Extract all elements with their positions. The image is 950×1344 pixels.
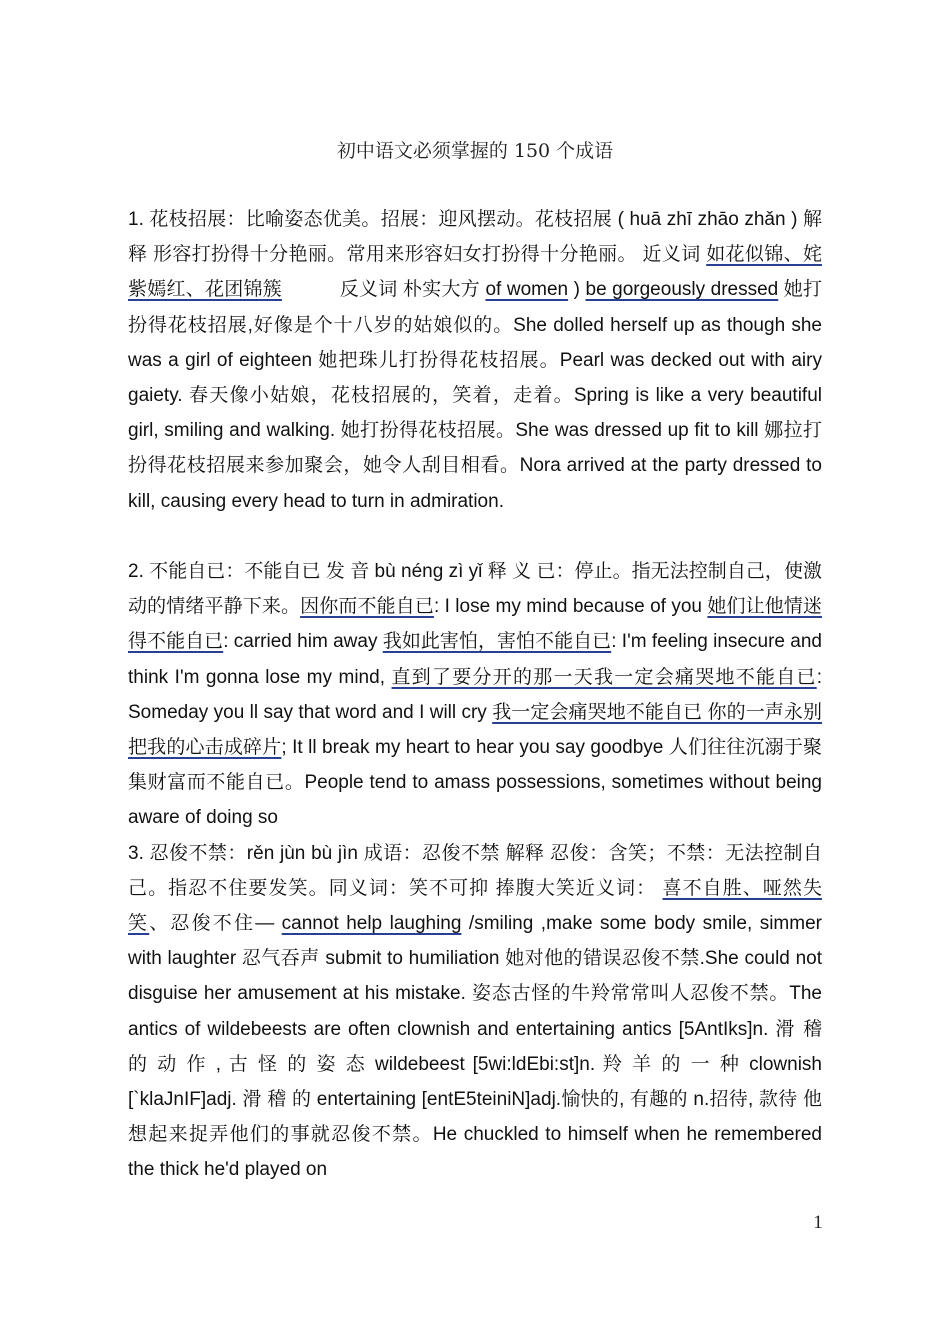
page-number: 1 [813, 1212, 823, 1233]
entry-text: 2. 不能自已：不能自已 发 音 bù néng zì yǐ 释 义 已：停止。指无法控制自己，使激动的情绪平静下来。 [128, 561, 822, 618]
entry-text: /smiling ,make some body smile, simmer with laughter 忍气吞声 submit to humiliation 她对他的错误忍俊不禁.She could not disguise her amusement at his mistake. 姿态古怪的牛羚常常叫人忍俊不禁。The antics of wildebeests are often clownish and entertaining antics [5AntIks]n. 滑 稽 的 动 作 , 古 怪 的 姿 态 wildebeest [5wi:ldEbi:st]n. 羚 羊 的 一 种 clownish [`klaJnIF]adj. 滑 稽 的 entertaining [entE5teiniN]adj.愉快的, 有趣的 n.招待, 款待 他想起来捉弄他们的事就忍俊不禁。He chuckled to himself when he remembered the thick he'd played on [128, 913, 822, 1181]
entry-text: : carried him away [223, 631, 383, 653]
underlined-text: be gorgeously dressed [585, 279, 779, 301]
entry-paragraph-2 [128, 554, 822, 836]
entry-text: ) [568, 279, 586, 301]
entry-text: : Someday you ll say that word and I will cry [128, 666, 822, 723]
entry-text: 3. 忍俊不禁：rěn jùn bù jìn 成语：忍俊不禁 解释 忍俊：含笑；不禁：无法控制自己。指忍不住要发笑。同义词：笑不可抑 捧腹大笑近义词： [128, 842, 822, 899]
underlined-text: 我如此害怕，害怕不能自已 [382, 631, 612, 653]
entry-paragraph-1 [128, 202, 822, 519]
underlined-text: of women [485, 279, 569, 301]
underlined-text: cannot help laughing [281, 913, 462, 935]
underlined-text: 如花似锦、姹紫嫣红、花团锦簇 [128, 244, 822, 301]
paragraph-gap [128, 519, 822, 554]
entry-text: 反义词 朴实大方 [281, 279, 486, 301]
entry-text: 她打扮得花枝招展,好像是个十八岁的姑娘似的。She dolled herself up as though she was a girl of eighteen 她把珠儿打扮得花枝招展。Pearl was decked out with airy gaiety. 春天像小姑娘，花枝招展的，笑着，走着。Spring is like a very beautiful girl, smiling and walking. 她打扮得花枝招展。She was dressed up fit to kill 娜拉打扮得花枝招展来参加聚会，她令人刮目相看。Nora arrived at the party dressed to kill, causing every head to turn in admiration. [128, 279, 823, 512]
underlined-text: 因你而不能自已 [300, 596, 434, 618]
entry-text: : I'm feeling insecure and think I'm gonna lose my mind, [128, 631, 822, 688]
underlined-text: 直到了要分开的那一天我一定会痛哭地不能自已 [391, 666, 817, 688]
underlined-text: 我一定会痛哭地不能自已 你的一声永别把我的心击成碎片 [128, 701, 823, 759]
document-body [128, 202, 822, 1188]
entry-text: 、忍俊不住— [149, 913, 282, 935]
page-title: 初中语文必须掌握的 150 个成语 [336, 140, 614, 162]
entry-text: ; It ll break my heart to hear you say goodbye 人们往往沉溺于聚集财富而不能自已。People tend to amass possessions, sometimes without being aware of doing so [128, 737, 822, 829]
entry-text: 1. 花枝招展：比喻姿态优美。招展：迎风摆动。花枝招展 ( huā zhī zhāo zhǎn ) 解 释 形容打扮得十分艳丽。常用来形容妇女打扮得十分艳丽。 近义词 [128, 209, 822, 266]
entry-paragraph-3 [128, 836, 822, 1188]
underlined-text: 她们让他情迷得不能自已 [128, 596, 822, 653]
underlined-text: 喜不自胜、哑然失笑 [128, 877, 822, 935]
entry-text: : I lose my mind because of you [433, 596, 708, 618]
